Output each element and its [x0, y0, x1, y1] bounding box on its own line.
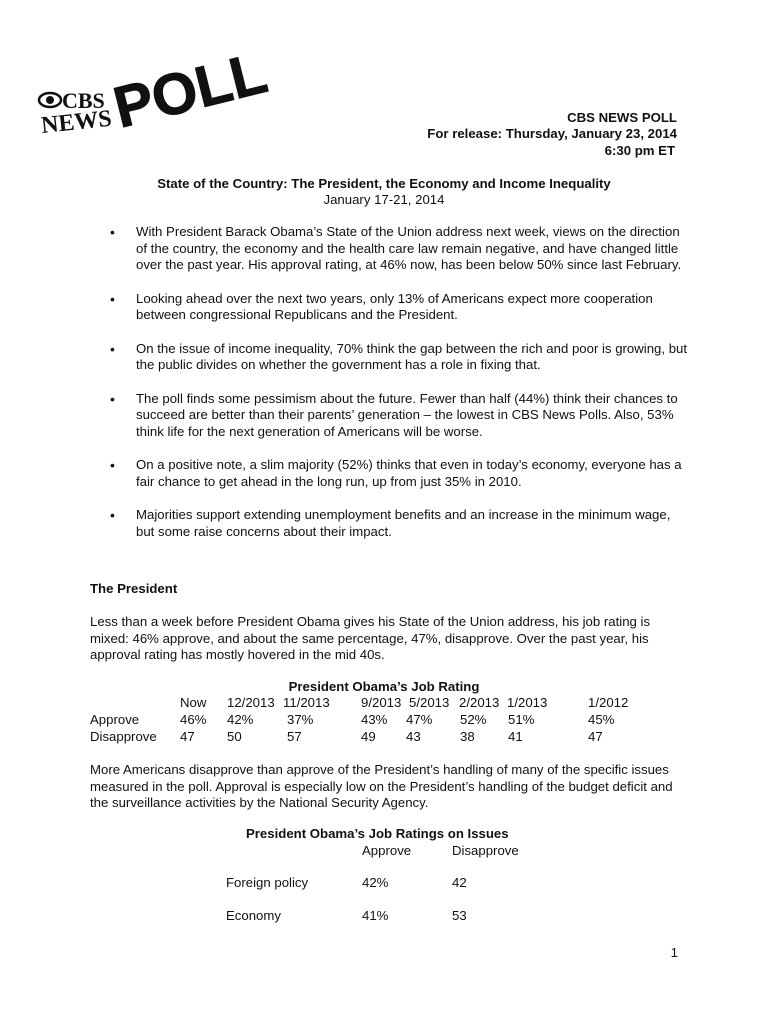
job-rating-col-header: 1/2013: [507, 695, 548, 710]
job-rating-cell: 46%: [180, 712, 207, 727]
job-rating-cell: 49: [361, 729, 376, 744]
president-paragraph-1: Less than a week before President Obama gives his State of the Union address, his job rating is mixed: 46% approve, and about the same percentage, 47%, disapprove. Over the past year, his approval rating has mostly hovered in the mid 40s.: [90, 614, 651, 662]
release-header-time: 6:30 pm ET: [604, 143, 675, 158]
job-rating-cell: 45%: [588, 712, 615, 727]
report-title: State of the Country: The President, the Economy and Income Inequality: [157, 176, 611, 191]
logo-news-text: NEWS: [39, 105, 113, 139]
job-rating-cell: 50: [227, 729, 242, 744]
job-rating-row-label: Disapprove: [90, 729, 157, 744]
president-paragraph-2: More Americans disapprove than approve of the President’s handling of many of the specific issues measured in the poll. Approval is especially low on the President’s handling of the budget deficit and the surveillance activities by the National Security Agency.: [90, 762, 673, 810]
job-rating-col-header: 11/2013: [283, 695, 330, 710]
cbs-eye-icon: [39, 93, 61, 107]
job-rating-table-title: President Obama’s Job Rating: [288, 679, 480, 694]
job-rating-cell: 47%: [406, 712, 433, 727]
issues-cell-disapprove: 53: [452, 908, 467, 923]
issues-row-label: Foreign policy: [226, 875, 309, 890]
logo-poll-text: POLL: [107, 40, 274, 141]
section-heading-president: The President: [90, 581, 178, 596]
job-rating-cell: 38: [460, 729, 475, 744]
job-rating-cell: 43: [406, 729, 421, 744]
logo-cbs-text: CBS: [62, 88, 105, 113]
issues-cell-disapprove: 42: [452, 875, 467, 890]
job-rating-col-header: 1/2012: [588, 695, 629, 710]
release-header-source: CBS NEWS POLL: [567, 110, 677, 125]
job-rating-col-header: 9/2013: [361, 695, 402, 710]
issues-cell-approve: 42%: [362, 875, 389, 890]
job-rating-cell: 41: [508, 729, 523, 744]
job-rating-cell: 43%: [361, 712, 388, 727]
key-finding-item: • On a positive note, a slim majority (52%) thinks that even in today’s economy, everyone has a fair chance to get ahead in the long run, up from just 35% in 2010.: [110, 457, 690, 490]
key-finding-item: • Looking ahead over the next two years, only 13% of Americans expect more cooperation between congressional Republicans and the President.: [110, 291, 690, 324]
job-rating-grid: [0, 695, 768, 745]
job-rating-col-header: 2/2013: [459, 695, 500, 710]
job-rating-col-header: 12/2013: [227, 695, 275, 710]
issues-col-header: Approve: [362, 843, 412, 858]
job-rating-cell: 42%: [227, 712, 254, 727]
job-rating-cell: 57: [287, 729, 302, 744]
issues-col-header: Disapprove: [452, 843, 519, 858]
issues-row-label: Economy: [226, 908, 281, 923]
key-finding-item: • On the issue of income inequality, 70% think the gap between the rich and poor is growing, but the public divides on whether the government has a role in fixing that.: [110, 341, 690, 374]
job-rating-cell: 37%: [287, 712, 314, 727]
key-finding-item: • Majorities support extending unemployment benefits and an increase in the minimum wage, but some raise concerns about their impact.: [110, 507, 690, 540]
job-rating-cell: 52%: [460, 712, 487, 727]
issues-table-title: President Obama’s Job Ratings on Issues: [246, 826, 509, 841]
cbs-news-poll-logo: [36, 40, 274, 142]
key-finding-item: • With President Barack Obama’s State of the Union address next week, views on the direction of the country, the economy and the health care law remain negative, and have changed little over the past year. His approval rating, at 46% now, has been below 50% since last February.: [110, 224, 690, 274]
issues-cell-approve: 41%: [362, 908, 389, 923]
job-rating-table: [0, 679, 768, 696]
job-rating-cell: 47: [588, 729, 603, 744]
report-dates: January 17-21, 2014: [323, 192, 445, 207]
job-rating-col-header: Now: [180, 695, 207, 710]
job-rating-cell: 51%: [508, 712, 535, 727]
key-findings-list: [110, 224, 690, 557]
job-rating-row-label: Approve: [90, 712, 140, 727]
key-finding-item: • The poll finds some pessimism about the future. Fewer than half (44%) think their chances to succeed are better than their parents’ generation – the lowest in CBS News Polls. Also, 53% think life for the next generation of Americans will be worse.: [110, 391, 690, 441]
release-header-date: For release: Thursday, January 23, 2014: [427, 126, 677, 141]
page-number: 1: [670, 945, 678, 960]
job-rating-cell: 47: [180, 729, 195, 744]
job-rating-col-header: 5/2013: [409, 695, 450, 710]
